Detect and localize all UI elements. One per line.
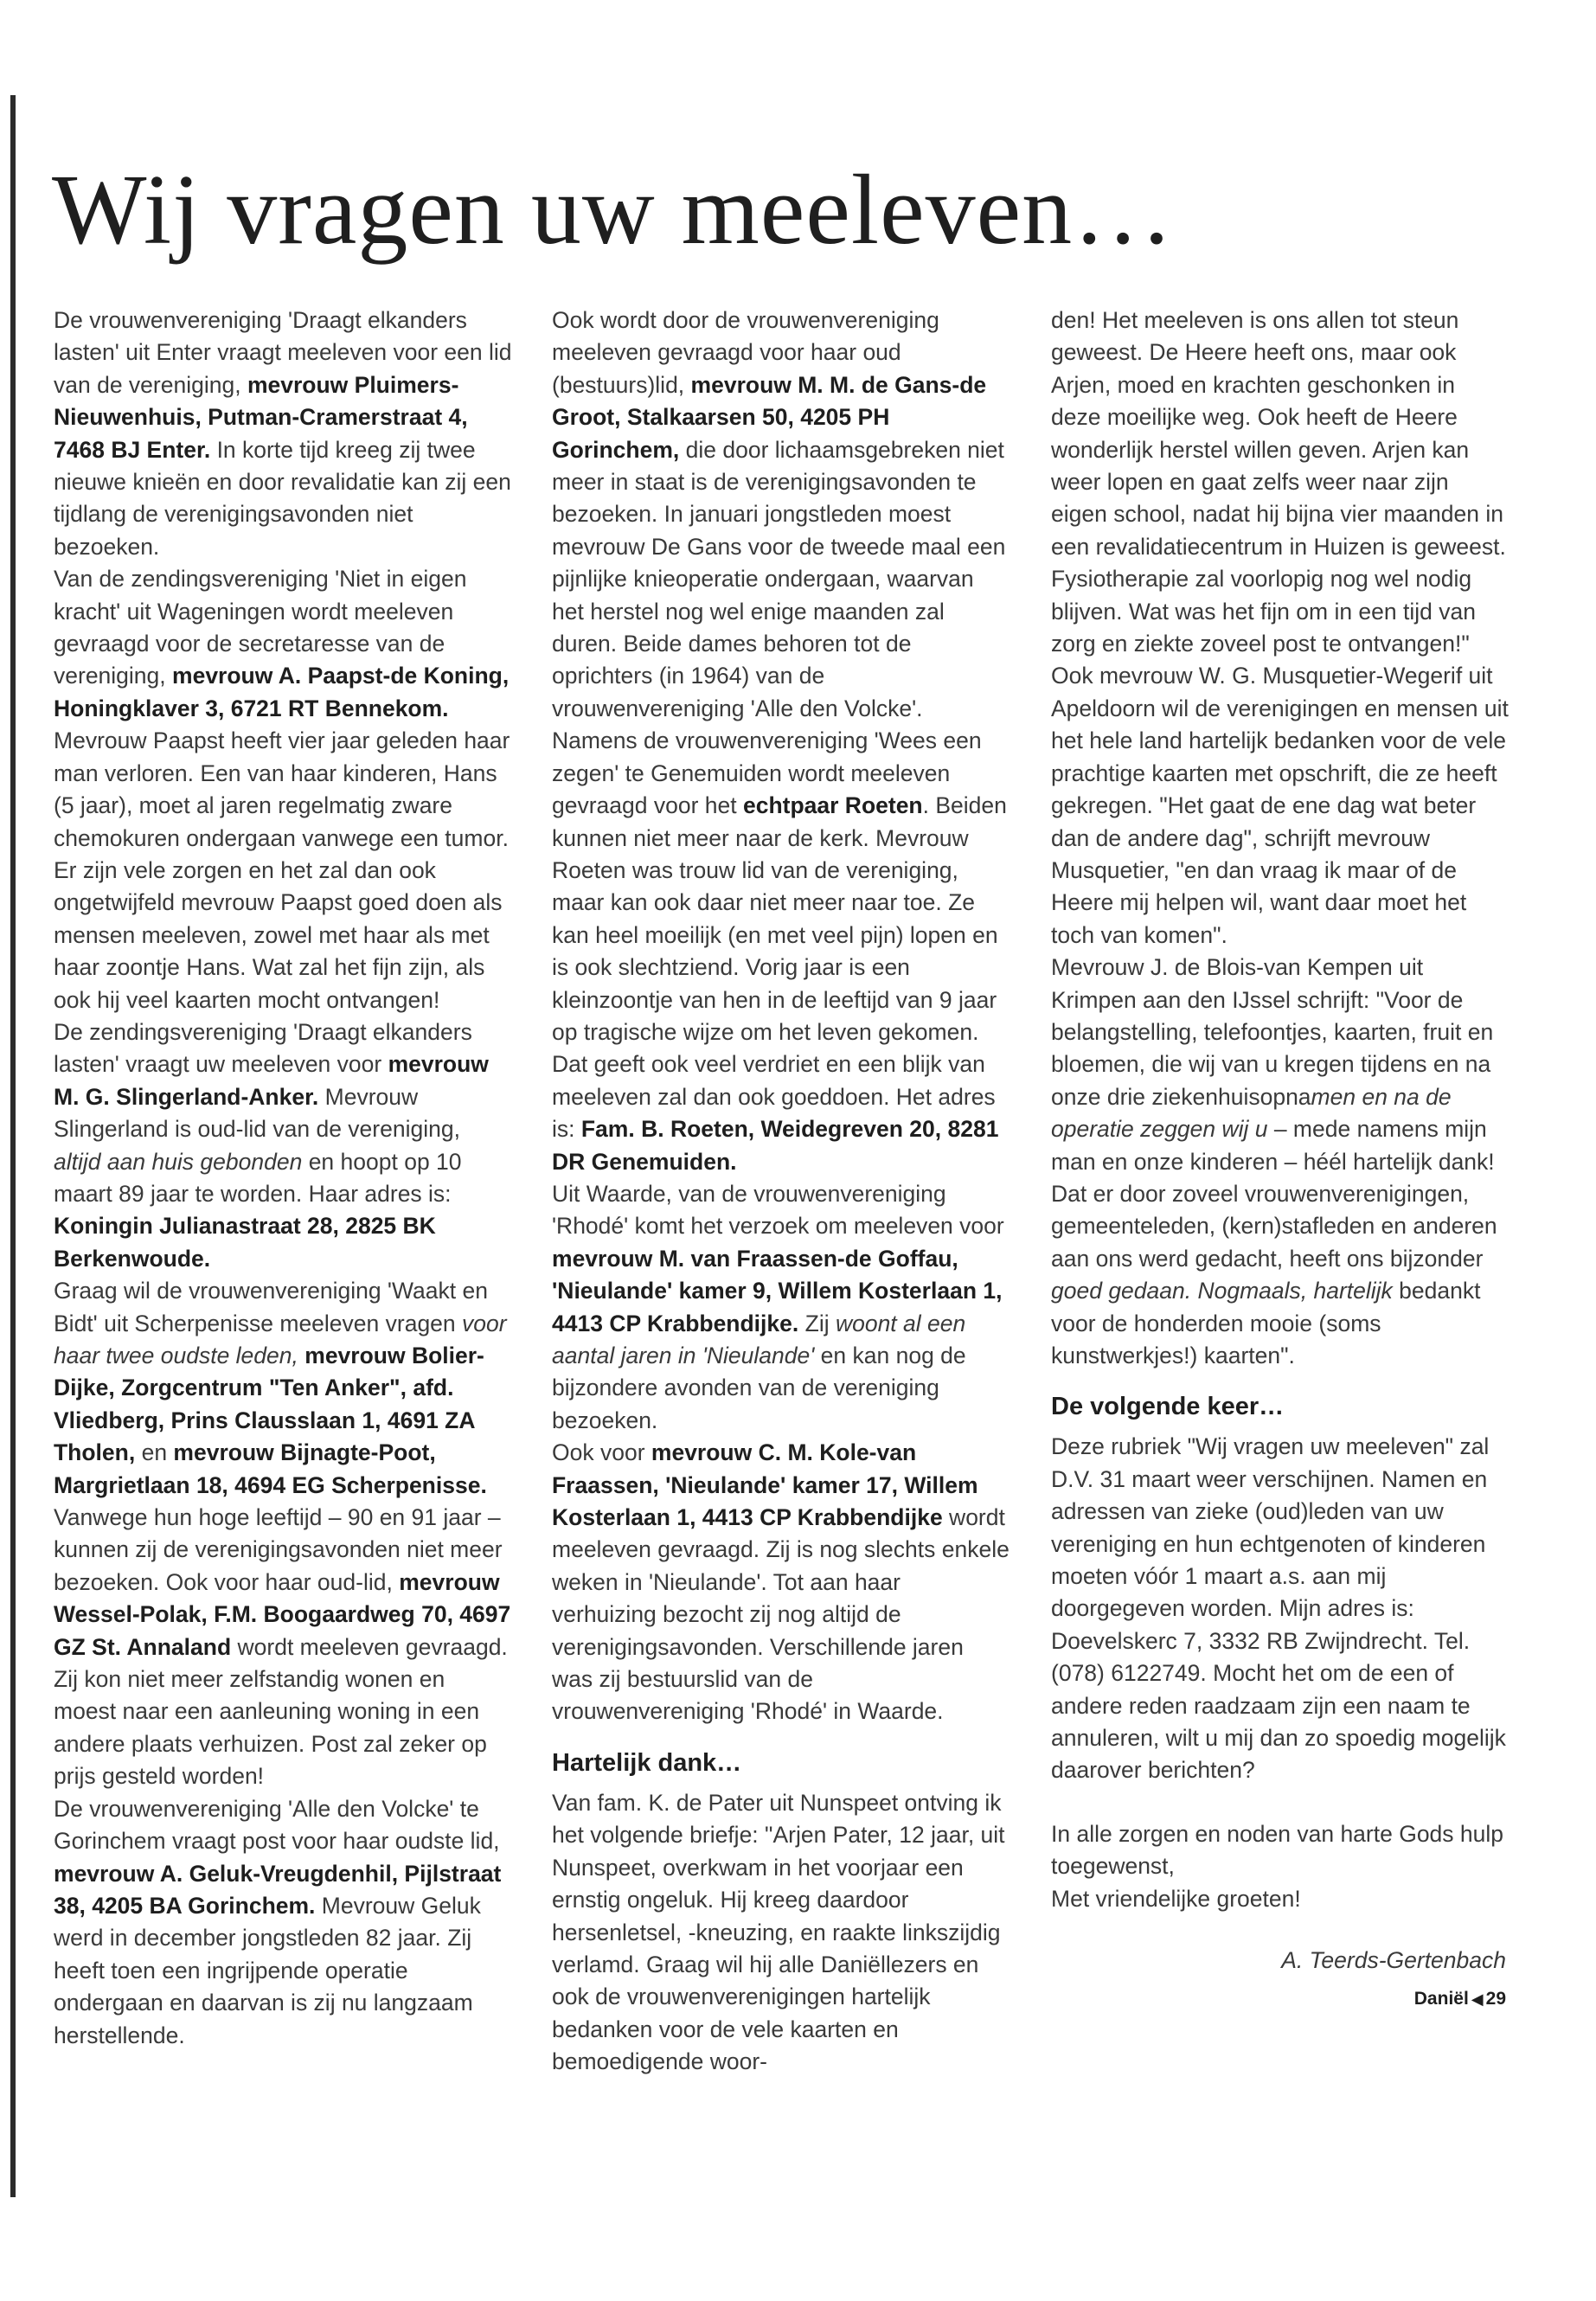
closing-line: In alle zorgen en noden van harte Gods hulp toegewenst, bbox=[1051, 1820, 1504, 1880]
spacer bbox=[1051, 1787, 1509, 1818]
paragraph: Uit Waarde, van de vrouwenvereniging 'Rhodé' komt het verzoek om meeleven voor mevrouw M. van Fraassen-de Goffau, 'Nieulande' kamer 9, Willem Kosterlaan 1, 4413 CP Krabbendijke. Zij woont al een aantal jaren in 'Nieulande' en kan nog de bijzondere avonden van de vereniging bezoeken. bbox=[552, 1180, 1004, 1433]
paragraph: Graag wil de vrouwenvereniging 'Waakt en Bidt' uit Scherpenisse meeleven vragen voor haar twee oudste leden, mevrouw Bolier-Dijke, Zorgcentrum "Ten Anker", afd. Vliedberg, Prins Clausslaan 1, 4691 ZA Tholen, en mevrouw Bijnagte-Poot, Margrietlaan 18, 4694 EG Scherpenisse. Vanwege hun hoge leeftijd – 90 en 91 jaar – kunnen zij de verenigingsavonden niet meer bezoeken. Ook voor haar oud-lid, mevrouw Wessel-Polak, F.M. Boogaardweg 70, 4697 GZ St. Annaland wordt meeleven gevraagd. Zij kon niet meer zelfstandig wonen en moest naar een aanleuning woning in een andere plaats verhuizen. Post zal zeker op prijs gesteld worden! bbox=[54, 1278, 511, 1790]
paragraph: Van fam. K. de Pater uit Nunspeet ontving ik het volgende briefje: "Arjen Pater, 12 jaar, uit Nunspeet, overkwam in het voorjaar een ernstig ongeluk. Hij kreeg daardoor hersenletsel, -kneuzing, en raakte linkszijdig verlamd. Graag wil hij alle Daniëllezers en ook de vrouwenverenigingen hartelijk bedanken voor de vele kaarten en bemoedigende woor- bbox=[552, 1789, 1005, 2075]
author-signature: A. Teerds-Gertenbach bbox=[1281, 1947, 1506, 1974]
paragraph: Namens de vrouwenvereniging 'Wees een zegen' te Genemuiden wordt meeleven gevraagd voor het echtpaar Roeten. Beiden kunnen niet meer naar de kerk. Mevrouw Roeten was trouw lid van de vereniging, maar kan ook daar niet meer naar toe. Ze kan heel moeilijk (en met veel pijn) lopen en is ook slechtziend. Vorig jaar is een kleinzoontje van hen in de leeftijd van 9 jaar op tragische wijze om het leven gekomen. Dat geeft ook veel verdriet en een blijk van meeleven zal dan ook goeddoen. Het adres is: Fam. B. Roeten, Weidegreven 20, 8281 DR Genemuiden. bbox=[552, 727, 1007, 1175]
paragraph: De zendingsvereniging 'Draagt elkanders lasten' vraagt uw meeleven voor mevrouw M. G. Slingerland-Anker. Mevrouw Slingerland is oud-lid van de vereniging, altijd aan huis gebonden en hoopt op 10 maart 89 jaar te worden. Haar adres is: Koningin Julianastraat 28, 2825 BK Berkenwoude. bbox=[54, 1018, 489, 1272]
paragraph: Ook voor mevrouw C. M. Kole-van Fraassen, 'Nieulande' kamer 17, Willem Kosterlaan 1, 4413 CP Krabbendijke wordt meeleven gevraagd. Zij is nog slechts enkele weken in 'Nieulande'. Tot aan haar verhuizing bezocht zij nog altijd de verenigingsavonden. Verschillende jaren was zij bestuurslid van de vrouwenvereniging 'Rhodé' in Waarde. bbox=[552, 1439, 1010, 1725]
column-2 bbox=[552, 304, 1010, 2079]
column-1 bbox=[54, 304, 512, 2052]
page-footer bbox=[1051, 1983, 1509, 2016]
paragraph: Ook mevrouw W. G. Musquetier-Wegerif uit Apeldoorn wil de verenigingen en mensen uit het hele land hartelijk bedanken voor de vele prachtige kaarten met opschrift, die ze heeft gekregen. "Het gaat de ene dag wat beter dan de andere dag", schrijft mevrouw Musquetier, "en dan vraag ik maar of de Heere mij helpen wil, want daar moet het toch van komen". bbox=[1051, 663, 1509, 948]
page-edge-bar bbox=[10, 95, 16, 2197]
section-heading-next-time: De volgende keer… bbox=[1051, 1393, 1285, 1421]
section-heading-thanks: Hartelijk dank… bbox=[552, 1748, 742, 1777]
arrow-left-icon: ◀ bbox=[1471, 1990, 1484, 2008]
column-3 bbox=[1051, 304, 1509, 2016]
paragraph: Van de zendingsvereniging 'Niet in eigen kracht' uit Wageningen wordt meeleven gevraagd voor de secretaresse van de vereniging, mevrouw A. Paapst-de Koning, Honingklaver 3, 6721 RT Bennekom. Mevrouw Paapst heeft vier jaar geleden haar man verloren. Een van haar kinderen, Hans (5 jaar), moet al jaren regelmatig zware chemokuren ondergaan vanwege een tumor. Er zijn vele zorgen en het zal dan ook ongetwijfeld mevrouw Paapst goed doen als mensen meeleven, zowel met haar als met haar zoontje Hans. Wat zal het fijn zijn, als ook hij veel kaarten mocht ontvangen! bbox=[54, 566, 510, 1013]
page-title: Wij vragen uw meeleven… bbox=[52, 155, 1175, 266]
closing-greeting: Met vriendelijke groeten! bbox=[1051, 1885, 1301, 1912]
paragraph: Mevrouw J. de Blois-van Kempen uit Krimpen aan den IJssel schrijft: "Voor de belangstelling, telefoontjes, kaarten, fruit en bloemen, die wij van u kregen tijdens en na onze drie ziekenhuisopnamen en na de operatie zeggen wij u – mede namens mijn man en onze kinderen – héél hartelijk dank! Dat er door zoveel vrouwenverenigingen, gemeenteleden, (kern)stafleden en anderen aan ons werd gedacht, heeft ons bijzonder goed gedaan. Nogmaals, hartelijk bedankt voor de honderden mooie (soms kunstwerkjes!) kaarten". bbox=[1051, 954, 1497, 1368]
paragraph: Ook wordt door de vrouwenvereniging meeleven gevraagd voor haar oud (bestuurs)lid, mevrouw M. M. de Gans-de Groot, Stalkaarsen 50, 4205 PH Gorinchem, die door lichaamsgebreken niet meer in staat is de verenigingsavonden te bezoeken. In januari jongstleden moest mevrouw De Gans voor de tweede maal een pijnlijke knieoperatie ondergaan, waarvan het herstel nog wel enige maanden zal duren. Beide dames behoren tot de oprichters (in 1964) van de vrouwenvereniging 'Alle den Volcke'. bbox=[552, 307, 1006, 721]
page-number: 29 bbox=[1485, 1988, 1506, 2009]
paragraph: De vrouwenvereniging 'Draagt elkanders lasten' uit Enter vraagt meeleven voor een lid van de vereniging, mevrouw Pluimers-Nieuwenhuis, Putman-Cramerstraat 4, 7468 BJ Enter. In korte tijd kreeg zij twee nieuwe knieën en door revalidatie kan zij een tijdlang de verenigingsavonden niet bezoeken. bbox=[54, 307, 512, 560]
magazine-name: Daniël bbox=[1413, 1988, 1469, 2009]
paragraph: De vrouwenvereniging 'Alle den Volcke' te Gorinchem vraagt post voor haar oudste lid, mevrouw A. Geluk-Vreugdenhil, Pijlstraat 38, 4205 BA Gorinchem. Mevrouw Geluk werd in december jongstleden 82 jaar. Zij heeft toen een ingrijpende operatie ondergaan en daarvan is zij nu langzaam herstellende. bbox=[54, 1795, 502, 2048]
paragraph: den! Het meeleven is ons allen tot steun geweest. De Heere heeft ons, maar ook Arjen, moed en krachten geschonken in deze moeilijke weg. Ook heeft de Heere wonderlijk herstel willen geven. Arjen kan weer lopen en gaat zelfs weer naar zijn eigen school, nadat hij bijna vier maanden in een revalidatiecentrum in Huizen is geweest. Fysiotherapie zal voorlopig nog wel nodig blijven. Wat was het fijn om in een tijd van zorg en ziekte zoveel post te ontvangen!" bbox=[1051, 307, 1506, 657]
paragraph: Deze rubriek "Wij vragen uw meeleven" zal D.V. 31 maart weer verschijnen. Namen en adressen van zieke (oud)leden van uw vereniging en hun echtgenoten of kinderen moeten vóór 1 maart a.s. aan mij doorgegeven worden. Mijn adres is: Doevelskerc 7, 3332 RB Zwijndrecht. Tel. (078) 6122749. Mocht het om de een of andere reden raadzaam zijn een naam te annuleren, wilt u mij dan zo spoedig mogelijk daarover berichten? bbox=[1051, 1433, 1506, 1784]
